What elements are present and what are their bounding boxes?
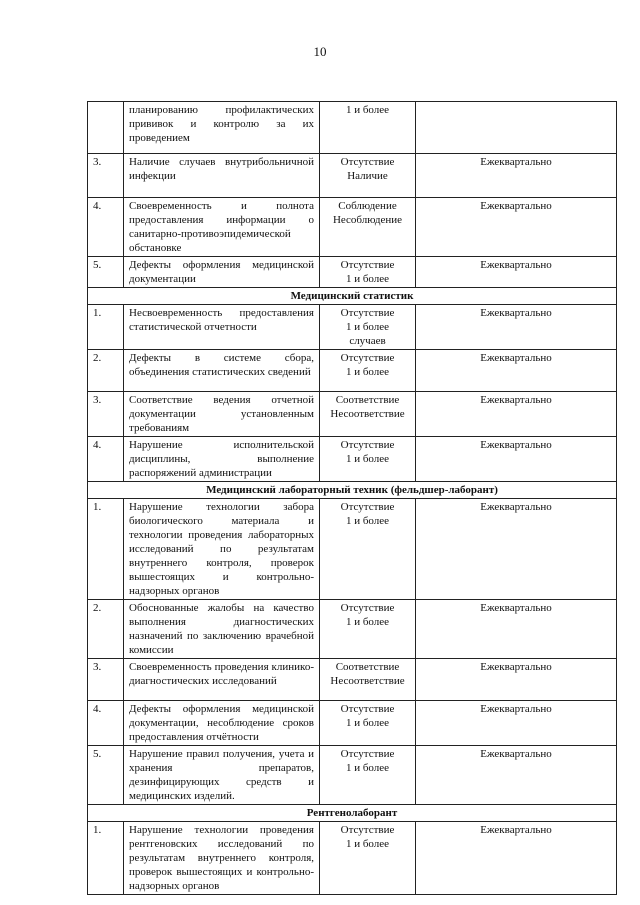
- assessment-period: Ежеквартально: [416, 659, 617, 701]
- row-number: 3.: [88, 392, 124, 437]
- table-row: [88, 305, 617, 350]
- assessment-period: Ежеквартально: [416, 305, 617, 350]
- table-row: [88, 659, 617, 701]
- criteria-values: [320, 257, 416, 288]
- table-row: [88, 198, 617, 257]
- criteria-values: [320, 701, 416, 746]
- criteria-value: Отсутствие: [340, 259, 395, 271]
- indicator-text: Соответствие ведения отчетной документации установленным требованиям: [124, 392, 320, 437]
- criteria-value: 1 и более: [345, 838, 390, 850]
- criteria-value: 1 и более: [345, 104, 390, 116]
- indicator-text: Своевременность и полнота предоставления информации о санитарно-противоэпидемической обстановке: [124, 198, 320, 257]
- criteria-value: Соответствие: [335, 394, 400, 406]
- indicator-text: Наличие случаев внутрибольничной инфекции: [124, 154, 320, 198]
- criteria-value: Несоответствие: [330, 408, 405, 420]
- indicator-text: Дефекты в системе сбора, объединения статистических сведений: [124, 350, 320, 392]
- row-number: 5.: [88, 746, 124, 805]
- criteria-value: 1 и более: [345, 366, 390, 378]
- criteria-value: Несоблюдение: [332, 214, 403, 226]
- assessment-period: Ежеквартально: [416, 437, 617, 482]
- criteria-value: Отсутствие: [340, 501, 395, 513]
- indicator-text: Дефекты оформления медицинской документации, несоблюдение сроков предоставления отчётности: [124, 701, 320, 746]
- section-title: Рентгенолаборант: [88, 805, 617, 822]
- row-number: 2.: [88, 350, 124, 392]
- criteria-values: [320, 499, 416, 600]
- criteria-values: [320, 350, 416, 392]
- indicator-text: планированию профилактических прививок и контролю за их проведением: [124, 102, 320, 154]
- row-number: 4.: [88, 437, 124, 482]
- indicator-text: Нарушение правил получения, учета и хранения препаратов, дезинфицирующих средств и медицинских изделий.: [124, 746, 320, 805]
- assessment-period: Ежеквартально: [416, 701, 617, 746]
- indicator-text: Несвоевременность предоставления статистической отчетности: [124, 305, 320, 350]
- criteria-value: Отсутствие: [340, 352, 395, 364]
- criteria-value: 1 и более: [345, 762, 390, 774]
- criteria-values: [320, 102, 416, 154]
- table-row: [88, 822, 617, 895]
- criteria-value: Отсутствие: [340, 307, 395, 319]
- row-number: 2.: [88, 600, 124, 659]
- criteria-values: [320, 600, 416, 659]
- criteria-value: Отсутствие: [340, 824, 395, 836]
- assessment-period: Ежеквартально: [416, 746, 617, 805]
- assessment-period: Ежеквартально: [416, 600, 617, 659]
- criteria-values: [320, 392, 416, 437]
- criteria-value: Соответствие: [335, 661, 400, 673]
- page-number: 10: [313, 44, 327, 59]
- criteria-values: [320, 659, 416, 701]
- criteria-table-body: [88, 102, 617, 895]
- section-header-row: [88, 288, 617, 305]
- criteria-value: Наличие: [347, 170, 388, 182]
- row-number: 1.: [88, 499, 124, 600]
- table-row: [88, 154, 617, 198]
- criteria-values: [320, 305, 416, 350]
- criteria-value: Отсутствие: [340, 156, 395, 168]
- indicator-text: Нарушение исполнительской дисциплины, выполнение распоряжений администрации: [124, 437, 320, 482]
- assessment-period: Ежеквартально: [416, 154, 617, 198]
- table-row: [88, 350, 617, 392]
- table-row: [88, 437, 617, 482]
- criteria-value: Отсутствие: [340, 439, 395, 451]
- criteria-values: [320, 822, 416, 895]
- criteria-values: [320, 154, 416, 198]
- criteria-value: 1 и более: [345, 321, 390, 333]
- section-header-row: [88, 482, 617, 499]
- indicator-text: Нарушение технологии забора биологического материала и технологии проведения лабораторных исследований по результатам внутреннего контроля, проверок вышестоящих и контрольно-надзорных органов: [124, 499, 320, 600]
- row-number: 4.: [88, 198, 124, 257]
- section-title: Медицинский лабораторный техник (фельдшер-лаборант): [88, 482, 617, 499]
- criteria-values: [320, 746, 416, 805]
- criteria-values: [320, 437, 416, 482]
- assessment-period: Ежеквартально: [416, 198, 617, 257]
- indicator-text: Нарушение технологии проведения рентгеновских исследований по результатам внутреннего контроля, проверок вышестоящих и контрольно-надзорных органов: [124, 822, 320, 895]
- table-row: [88, 600, 617, 659]
- indicator-text: Обоснованные жалобы на качество выполнения диагностических назначений по заключению врачебной комиссии: [124, 600, 320, 659]
- row-number: [88, 102, 124, 154]
- row-number: 1.: [88, 822, 124, 895]
- indicator-text: Своевременность проведения клинико-диагностических исследований: [124, 659, 320, 701]
- indicator-text: Дефекты оформления медицинской документации: [124, 257, 320, 288]
- criteria-table: [87, 101, 617, 895]
- assessment-period: Ежеквартально: [416, 822, 617, 895]
- row-number: 1.: [88, 305, 124, 350]
- criteria-value: 1 и более: [345, 616, 390, 628]
- table-row: [88, 499, 617, 600]
- assessment-period: Ежеквартально: [416, 392, 617, 437]
- assessment-period: Ежеквартально: [416, 257, 617, 288]
- criteria-value: Отсутствие: [340, 602, 395, 614]
- criteria-value: Несоответствие: [330, 675, 405, 687]
- assessment-period: Ежеквартально: [416, 350, 617, 392]
- section-header-row: [88, 805, 617, 822]
- section-title: Медицинский статистик: [88, 288, 617, 305]
- assessment-period: Ежеквартально: [416, 499, 617, 600]
- row-number: 5.: [88, 257, 124, 288]
- table-row: [88, 102, 617, 154]
- table-row: [88, 701, 617, 746]
- assessment-period: [416, 102, 617, 154]
- criteria-value: случаев: [349, 335, 386, 347]
- row-number: 3.: [88, 659, 124, 701]
- criteria-value: 1 и более: [345, 717, 390, 729]
- criteria-value: 1 и более: [345, 273, 390, 285]
- criteria-value: Отсутствие: [340, 748, 395, 760]
- row-number: 3.: [88, 154, 124, 198]
- criteria-values: [320, 198, 416, 257]
- table-row: [88, 257, 617, 288]
- table-row: [88, 392, 617, 437]
- table-row: [88, 746, 617, 805]
- criteria-value: 1 и более: [345, 515, 390, 527]
- criteria-value: Отсутствие: [340, 703, 395, 715]
- criteria-value: Соблюдение: [338, 200, 397, 212]
- row-number: 4.: [88, 701, 124, 746]
- criteria-value: 1 и более: [345, 453, 390, 465]
